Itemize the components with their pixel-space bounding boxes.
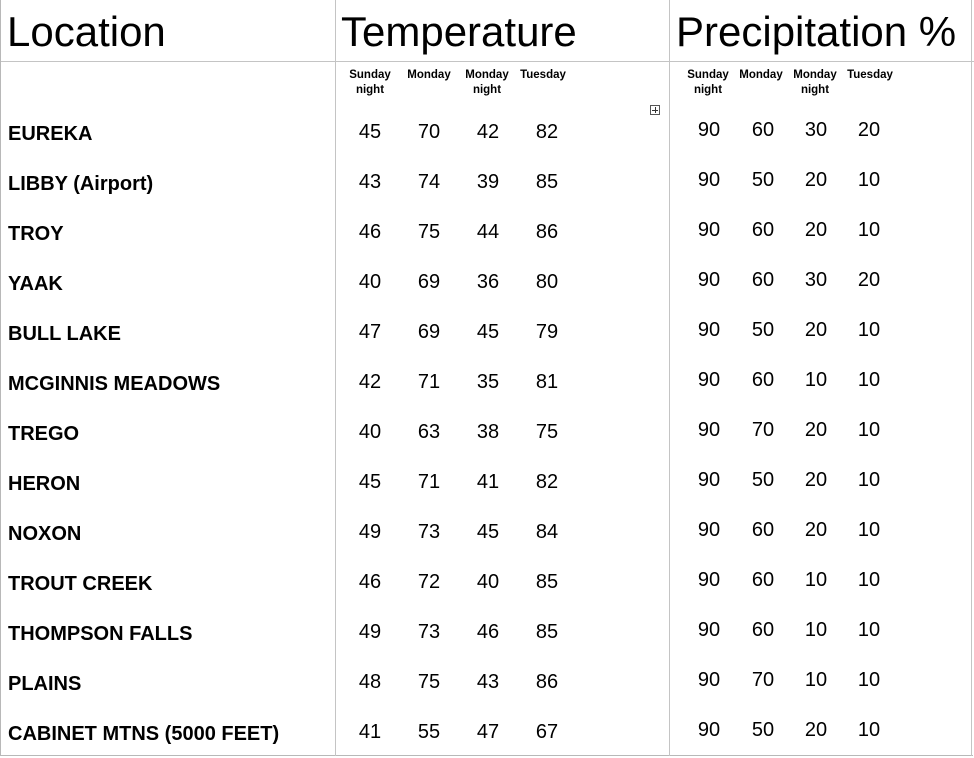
precipitation-value: 50 (751, 169, 775, 191)
column-header-line1: Monday (739, 69, 783, 81)
temperature-value: 69 (417, 271, 441, 293)
precipitation-column-header (785, 68, 845, 98)
temperature-value: 40 (358, 421, 382, 443)
precipitation-value: 90 (697, 369, 721, 391)
temperature-column-header (513, 68, 573, 83)
location-name: YAAK (8, 273, 63, 295)
precipitation-value: 70 (751, 419, 775, 441)
temperature-column-header (399, 68, 459, 83)
precipitation-value: 90 (697, 219, 721, 241)
precipitation-value: 90 (697, 519, 721, 541)
precipitation-value: 10 (857, 619, 881, 641)
precipitation-value: 10 (804, 619, 828, 641)
precipitation-header: Precipitation % (676, 8, 957, 55)
temperature-value: 45 (358, 471, 382, 493)
temperature-value: 86 (535, 671, 559, 693)
temperature-value: 40 (358, 271, 382, 293)
precipitation-value: 90 (697, 469, 721, 491)
precipitation-value: 90 (697, 569, 721, 591)
column-header-line1: Monday (407, 69, 451, 81)
precipitation-column-header (840, 68, 900, 83)
temperature-value: 40 (476, 571, 500, 593)
precipitation-value: 60 (751, 119, 775, 141)
precipitation-value: 10 (857, 369, 881, 391)
precipitation-value: 10 (857, 419, 881, 441)
precipitation-value: 20 (857, 119, 881, 141)
precipitation-value: 10 (857, 219, 881, 241)
location-name: NOXON (8, 523, 82, 545)
temperature-value: 85 (535, 171, 559, 193)
precipitation-value: 10 (804, 569, 828, 591)
location-name: TREGO (8, 423, 80, 445)
temperature-value: 42 (476, 121, 500, 143)
temperature-value: 73 (417, 521, 441, 543)
temperature-value: 82 (535, 471, 559, 493)
precipitation-value: 90 (697, 669, 721, 691)
precipitation-value: 20 (804, 219, 828, 241)
precipitation-value: 20 (804, 319, 828, 341)
temperature-value: 79 (535, 321, 559, 343)
expand-icon[interactable] (650, 105, 660, 115)
temperature-value: 86 (535, 221, 559, 243)
temperature-value: 45 (476, 521, 500, 543)
precipitation-value: 20 (804, 419, 828, 441)
precipitation-value: 90 (697, 419, 721, 441)
temperature-value: 85 (535, 571, 559, 593)
column-divider (971, 0, 972, 756)
precipitation-value: 20 (857, 269, 881, 291)
location-name: TROY (8, 223, 64, 245)
temperature-value: 55 (417, 721, 441, 743)
temperature-value: 81 (535, 371, 559, 393)
precipitation-value: 60 (751, 269, 775, 291)
temperature-value: 48 (358, 671, 382, 693)
location-header: Location (7, 8, 166, 55)
precipitation-value: 10 (857, 169, 881, 191)
temperature-value: 85 (535, 621, 559, 643)
column-header-line2: night (472, 84, 502, 96)
precipitation-value: 10 (857, 469, 881, 491)
temperature-value: 44 (476, 221, 500, 243)
column-header-line1: Sunday (349, 69, 391, 81)
temperature-value: 84 (535, 521, 559, 543)
temperature-value: 49 (358, 521, 382, 543)
column-header-line2: night (693, 84, 723, 96)
header-divider (1, 61, 974, 62)
temperature-value: 69 (417, 321, 441, 343)
precipitation-value: 10 (857, 569, 881, 591)
precipitation-value: 10 (857, 719, 881, 741)
column-header-line2: night (355, 84, 385, 96)
column-header-line1: Tuesday (520, 69, 566, 81)
precipitation-value: 90 (697, 119, 721, 141)
temperature-value: 46 (358, 571, 382, 593)
precipitation-value: 10 (857, 319, 881, 341)
precipitation-value: 10 (857, 519, 881, 541)
temperature-value: 41 (476, 471, 500, 493)
precipitation-value: 60 (751, 569, 775, 591)
precipitation-value: 90 (697, 269, 721, 291)
temperature-value: 36 (476, 271, 500, 293)
precipitation-value: 30 (804, 119, 828, 141)
temperature-value: 45 (476, 321, 500, 343)
precipitation-value: 90 (697, 169, 721, 191)
temperature-value: 45 (358, 121, 382, 143)
precipitation-value: 20 (804, 719, 828, 741)
column-header-line1: Monday (465, 69, 509, 81)
temperature-value: 75 (417, 221, 441, 243)
precipitation-value: 10 (857, 669, 881, 691)
temperature-value: 43 (358, 171, 382, 193)
temperature-value: 47 (358, 321, 382, 343)
location-name: BULL LAKE (8, 323, 121, 345)
precipitation-value: 70 (751, 669, 775, 691)
location-name: LIBBY (Airport) (8, 173, 154, 195)
temperature-value: 46 (358, 221, 382, 243)
precipitation-value: 20 (804, 169, 828, 191)
temperature-value: 80 (535, 271, 559, 293)
temperature-header: Temperature (341, 8, 577, 55)
column-divider (669, 0, 670, 756)
temperature-value: 71 (417, 471, 441, 493)
temperature-column-header (340, 68, 400, 98)
temperature-value: 75 (535, 421, 559, 443)
precipitation-value: 30 (804, 269, 828, 291)
column-header-line1: Sunday (687, 69, 729, 81)
precipitation-value: 20 (804, 469, 828, 491)
temperature-value: 49 (358, 621, 382, 643)
precipitation-value: 60 (751, 619, 775, 641)
location-name: HERON (8, 473, 81, 495)
temperature-value: 73 (417, 621, 441, 643)
precipitation-column-header (731, 68, 791, 83)
precipitation-value: 90 (697, 719, 721, 741)
temperature-value: 71 (417, 371, 441, 393)
precipitation-value: 20 (804, 519, 828, 541)
location-name: PLAINS (8, 673, 82, 695)
temperature-value: 82 (535, 121, 559, 143)
temperature-value: 35 (476, 371, 500, 393)
temperature-value: 70 (417, 121, 441, 143)
precipitation-value: 50 (751, 719, 775, 741)
temperature-value: 46 (476, 621, 500, 643)
temperature-value: 38 (476, 421, 500, 443)
column-header-line1: Monday (793, 69, 837, 81)
precipitation-value: 60 (751, 219, 775, 241)
temperature-value: 63 (417, 421, 441, 443)
precipitation-value: 10 (804, 369, 828, 391)
precipitation-value: 60 (751, 519, 775, 541)
column-header-line1: Tuesday (847, 69, 893, 81)
temperature-value: 74 (417, 171, 441, 193)
temperature-value: 42 (358, 371, 382, 393)
column-header-line2: night (800, 84, 830, 96)
precipitation-value: 90 (697, 619, 721, 641)
temperature-value: 67 (535, 721, 559, 743)
temperature-value: 75 (417, 671, 441, 693)
precipitation-value: 60 (751, 369, 775, 391)
column-divider (335, 0, 336, 756)
temperature-value: 47 (476, 721, 500, 743)
precipitation-column-header (678, 68, 738, 98)
precipitation-value: 50 (751, 319, 775, 341)
temperature-value: 39 (476, 171, 500, 193)
temperature-value: 41 (358, 721, 382, 743)
temperature-column-header (457, 68, 517, 98)
location-name: EUREKA (8, 123, 93, 145)
location-name: THOMPSON FALLS (8, 623, 193, 645)
precipitation-value: 50 (751, 469, 775, 491)
precipitation-value: 90 (697, 319, 721, 341)
location-name: CABINET MTNS (5000 FEET) (8, 723, 280, 745)
precipitation-value: 10 (804, 669, 828, 691)
temperature-value: 72 (417, 571, 441, 593)
temperature-value: 43 (476, 671, 500, 693)
location-name: TROUT CREEK (8, 573, 153, 595)
location-name: MCGINNIS MEADOWS (8, 373, 221, 395)
